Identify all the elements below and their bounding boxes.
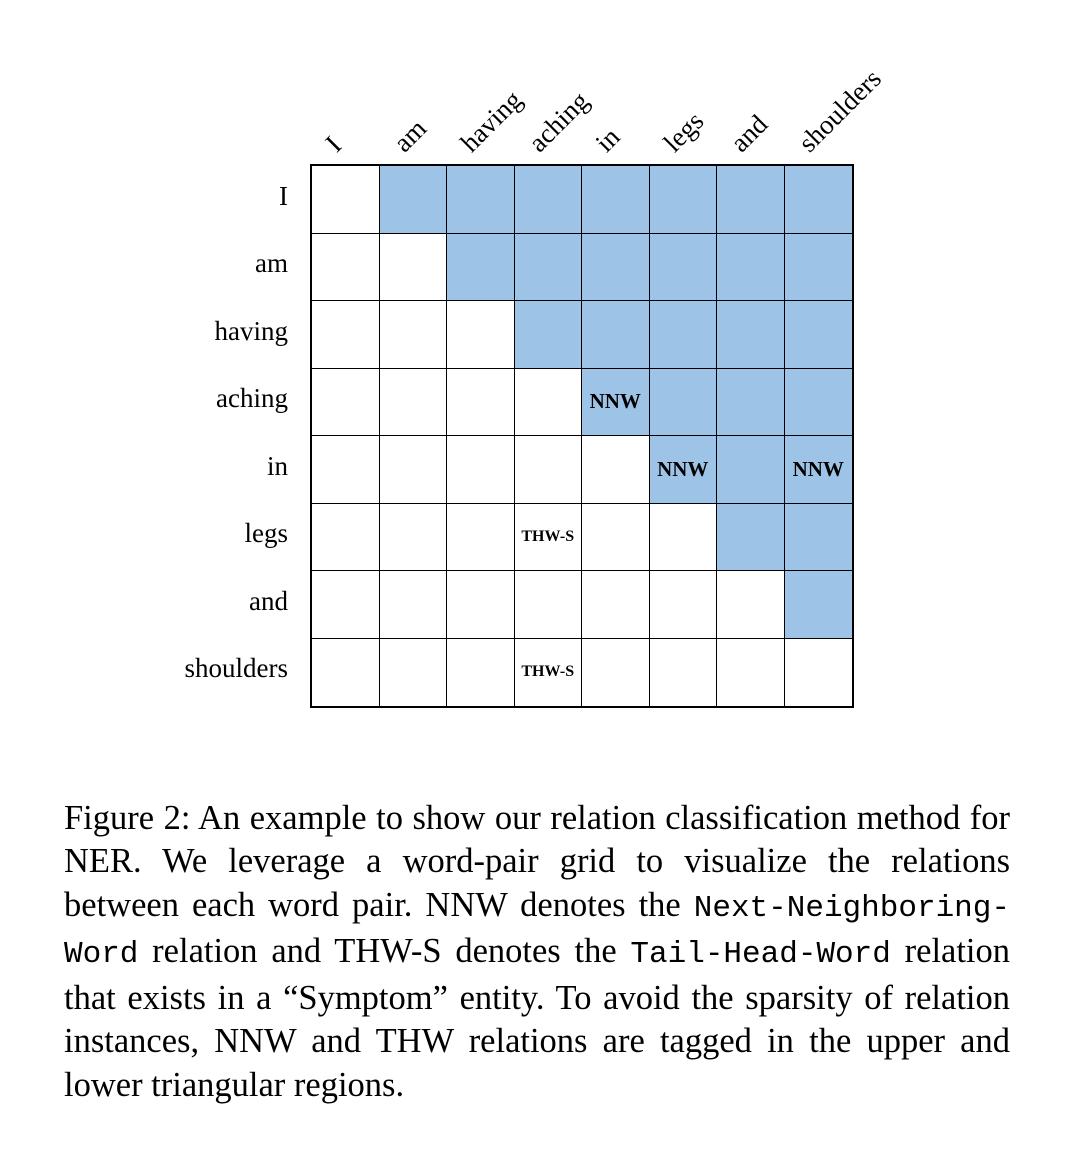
row-label-I: I xyxy=(279,180,288,211)
relation-tag-nnw: NNW xyxy=(650,436,718,504)
grid-cell xyxy=(447,436,515,504)
relation-tag-thw-s: THW-S xyxy=(515,504,583,572)
column-label-am: am xyxy=(386,113,432,158)
grid-cell xyxy=(650,301,718,369)
grid-cell xyxy=(717,504,785,572)
grid-cell xyxy=(447,571,515,639)
column-label-in: in xyxy=(589,121,626,158)
grid-cell xyxy=(312,504,380,572)
grid-cell xyxy=(380,639,448,707)
grid-cell xyxy=(515,571,583,639)
grid-cell xyxy=(785,166,853,234)
row-label-am: am xyxy=(255,248,288,279)
grid-cell xyxy=(447,639,515,707)
grid-cell xyxy=(650,234,718,302)
row-label-shoulders: shoulders xyxy=(184,653,288,684)
grid-cell xyxy=(582,504,650,572)
grid-cell xyxy=(582,234,650,302)
grid-cell xyxy=(447,301,515,369)
row-label-aching: aching xyxy=(216,383,288,414)
grid-cell xyxy=(582,301,650,369)
grid-cell xyxy=(717,234,785,302)
row-label-and: and xyxy=(249,585,288,616)
column-label-I: I xyxy=(319,130,348,158)
grid-cell xyxy=(380,301,448,369)
column-label-and: and xyxy=(724,108,774,158)
grid-cell xyxy=(582,639,650,707)
grid-cell xyxy=(650,571,718,639)
grid-cell xyxy=(515,436,583,504)
row-label-in: in xyxy=(266,450,288,481)
grid-cell xyxy=(717,571,785,639)
column-label-shoulders: shoulders xyxy=(791,63,887,158)
grid-cell xyxy=(582,571,650,639)
grid-cell xyxy=(447,369,515,437)
grid-cell xyxy=(447,166,515,234)
column-label-legs: legs xyxy=(656,105,709,158)
grid-cell xyxy=(515,301,583,369)
column-label-having: having xyxy=(454,84,528,158)
grid-cell xyxy=(380,369,448,437)
grid-cell xyxy=(312,436,380,504)
grid-cell xyxy=(515,369,583,437)
grid-cell xyxy=(717,166,785,234)
grid-cell xyxy=(717,436,785,504)
grid-cell xyxy=(380,571,448,639)
grid-cell xyxy=(515,234,583,302)
grid-cell xyxy=(785,504,853,572)
grid-cell xyxy=(650,166,718,234)
grid-cell xyxy=(785,369,853,437)
grid-cell xyxy=(650,369,718,437)
row-label-legs: legs xyxy=(244,518,288,549)
grid-cell xyxy=(650,639,718,707)
row-label-having: having xyxy=(214,315,288,346)
grid-cell xyxy=(582,436,650,504)
grid-cell xyxy=(380,166,448,234)
grid-cell xyxy=(785,639,853,707)
relation-tag-nnw: NNW xyxy=(582,369,650,437)
relation-tag-nnw: NNW xyxy=(785,436,853,504)
grid-cell xyxy=(650,504,718,572)
grid-cell xyxy=(717,369,785,437)
grid-cell xyxy=(312,301,380,369)
grid-cell xyxy=(447,504,515,572)
grid-cell xyxy=(380,234,448,302)
figure-caption xyxy=(64,797,1010,1108)
relation-tag-thw-s: THW-S xyxy=(515,639,583,707)
caption-text-2: relation and THW-S denotes the xyxy=(138,932,631,970)
grid-cell xyxy=(312,639,380,707)
grid-cell xyxy=(785,571,853,639)
grid-cell xyxy=(582,166,650,234)
grid-cell xyxy=(785,234,853,302)
grid-cell xyxy=(717,639,785,707)
grid-cell xyxy=(717,301,785,369)
caption-text-3: relation that exists in a “Symptom” entity. To avoid the sparsity of relation instances, NNW and THW relations are tagged in the upper and lower triangular regions. xyxy=(64,932,1011,1104)
grid-cell xyxy=(380,504,448,572)
caption-code-next-neighboring-word: Next-Neighboring-Word xyxy=(64,890,1010,972)
grid-cell xyxy=(312,369,380,437)
grid-cell xyxy=(515,166,583,234)
grid-cell xyxy=(785,301,853,369)
caption-text-1: Figure 2: An example to show our relation classification method for NER. We leverage a word-pair grid to visualize the relations between each word pair. NNW denotes the xyxy=(64,798,1010,924)
grid-cell xyxy=(447,234,515,302)
grid-cell xyxy=(312,571,380,639)
caption-code-tail-head-word: Tail-Head-Word xyxy=(630,937,891,972)
grid-cell xyxy=(312,234,380,302)
word-pair-grid xyxy=(310,164,854,708)
column-label-aching: aching xyxy=(521,85,595,158)
grid-cell xyxy=(312,166,380,234)
grid-cell xyxy=(380,436,448,504)
